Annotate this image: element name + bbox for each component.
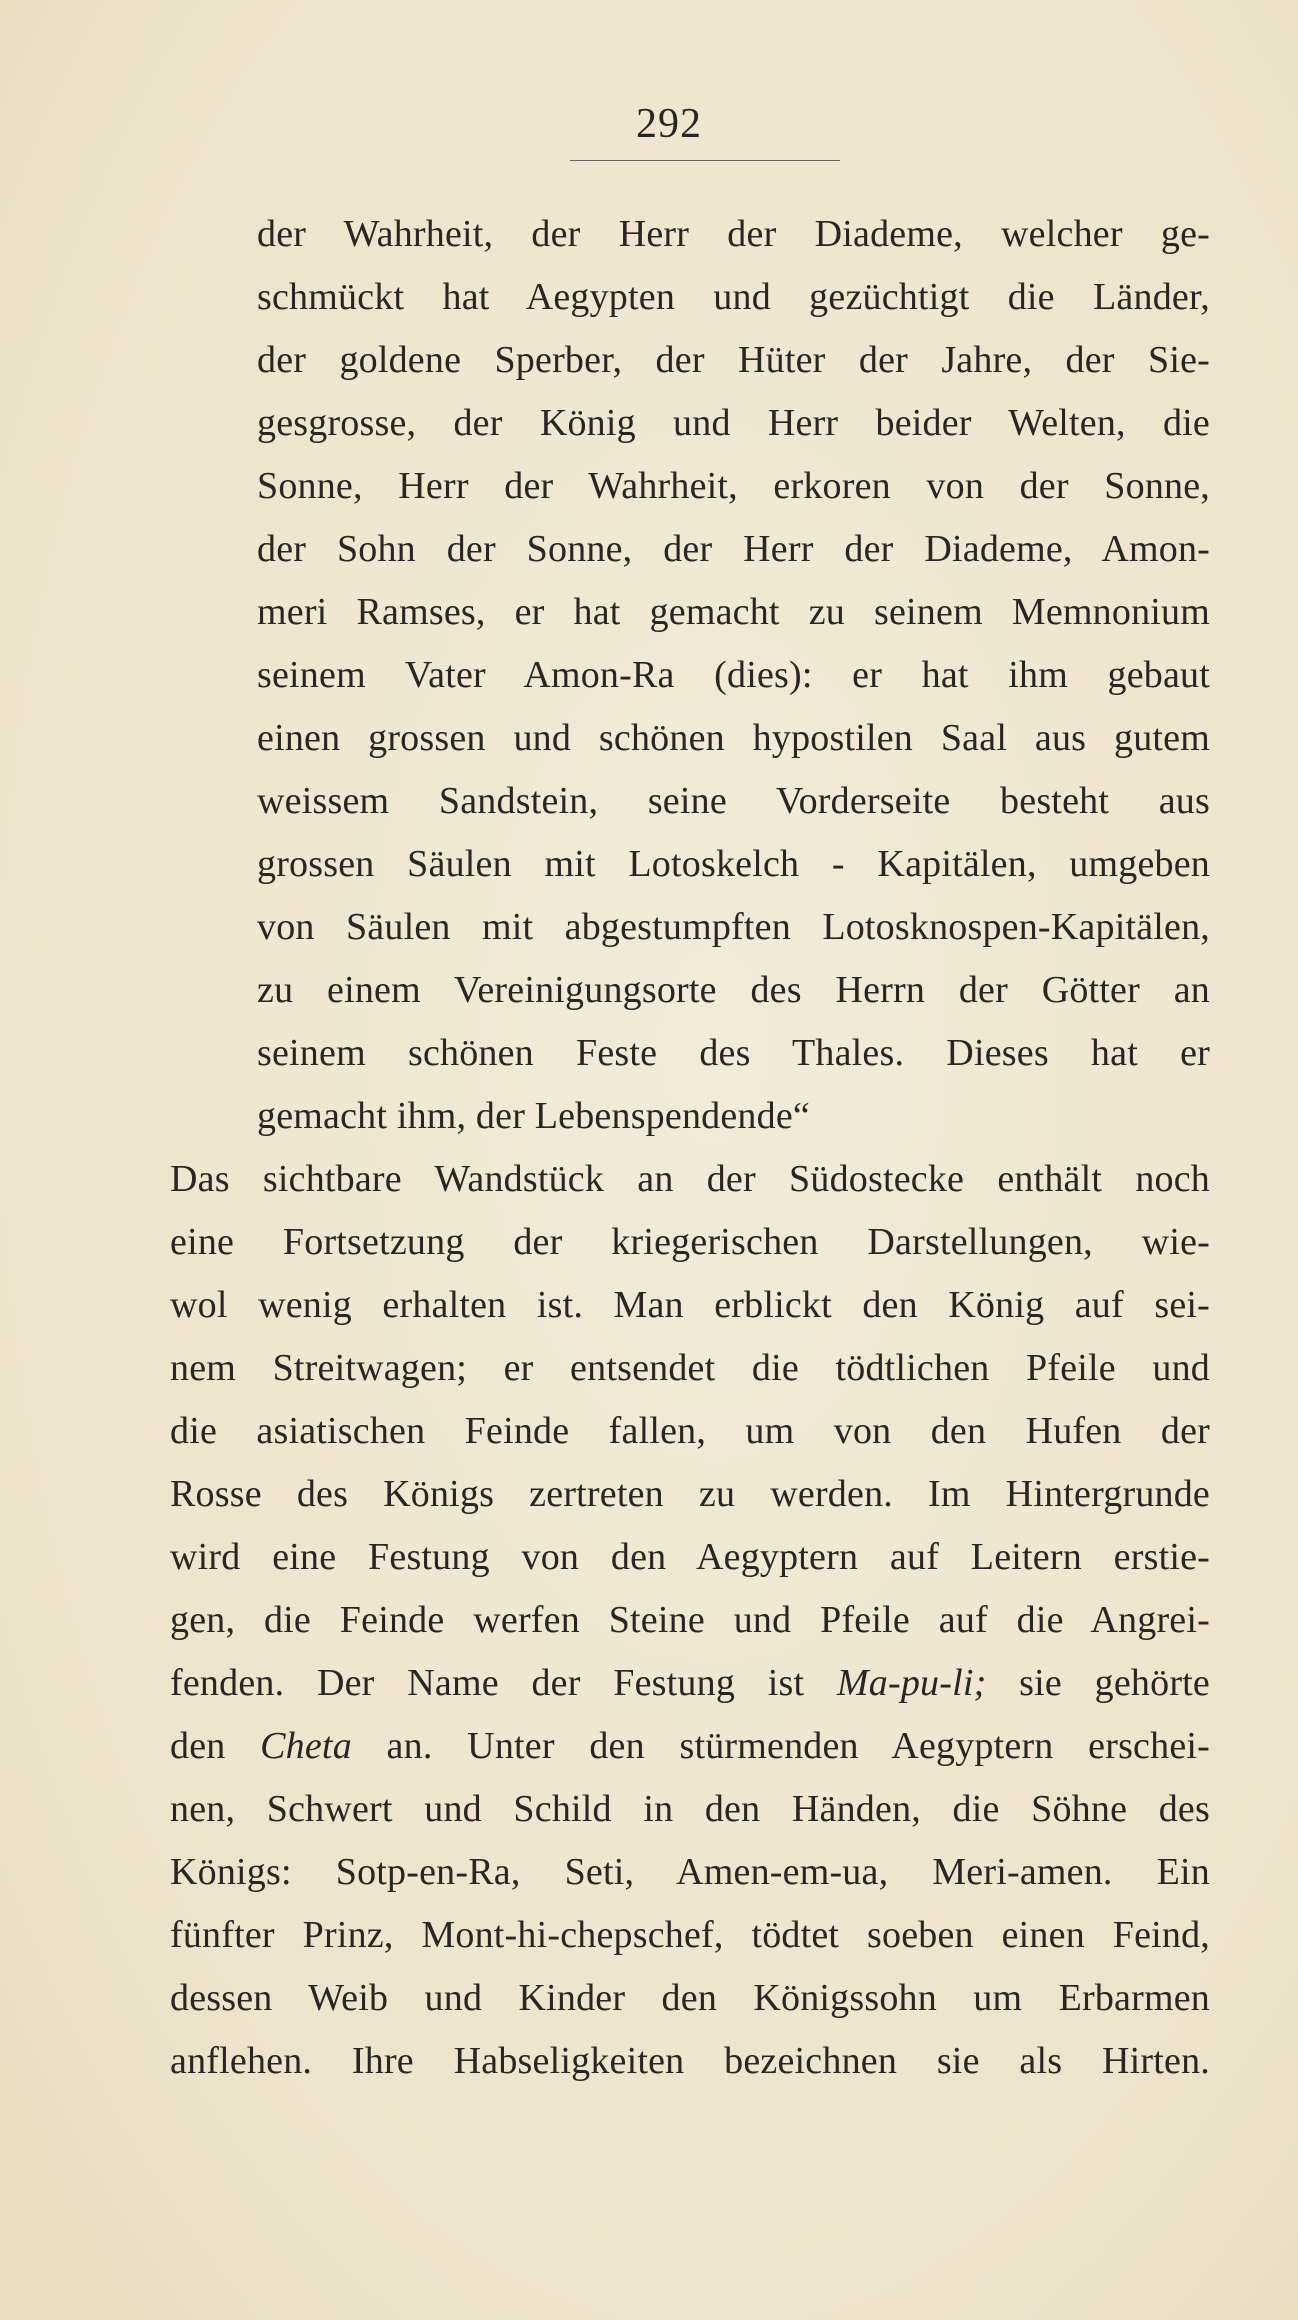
header-rule bbox=[570, 160, 840, 161]
quote-line: grossen Säulen mit Lotoskelch - Kapitälen, umgeben bbox=[257, 843, 1210, 885]
body-line: Rosse des Königs zertreten zu werden. Im Hintergrunde bbox=[170, 1473, 1210, 1515]
body-line: nen, Schwert und Schild in den Händen, die Söhne des bbox=[170, 1788, 1210, 1830]
body-line: wird eine Festung von den Aegyptern auf Leitern erstie- bbox=[170, 1536, 1210, 1578]
quote-line: von Säulen mit abgestumpften Lotosknospen-Kapitälen, bbox=[257, 906, 1210, 948]
text-run: an. Unter den stürmenden Aegyptern erschei- bbox=[351, 1725, 1210, 1767]
people-name: Cheta bbox=[260, 1725, 352, 1767]
quote-line: der Sohn der Sonne, der Herr der Diademe, Amon- bbox=[257, 528, 1210, 570]
body-line: Das sichtbare Wandstück an der Südostecke enthält noch bbox=[170, 1158, 1210, 1200]
quote-line: seinem schönen Feste des Thales. Dieses hat er bbox=[257, 1032, 1210, 1074]
body-line: Königs: Sotp-en-Ra, Seti, Amen-em-ua, Meri-amen. Ein bbox=[170, 1851, 1210, 1893]
text-run: fenden. Der Name der Festung ist bbox=[170, 1662, 837, 1704]
quote-line: seinem Vater Amon-Ra (dies): er hat ihm gebaut bbox=[257, 654, 1210, 696]
quote-line: meri Ramses, er hat gemacht zu seinem Memnonium bbox=[257, 591, 1210, 633]
body-line: anflehen. Ihre Habseligkeiten bezeichnen sie als Hirten. bbox=[170, 2040, 1210, 2082]
text-run: den bbox=[170, 1725, 261, 1767]
quote-line: zu einem Vereinigungsorte des Herrn der Götter an bbox=[257, 969, 1210, 1011]
quote-line: gesgrosse, der König und Herr beider Welten, die bbox=[257, 402, 1210, 444]
text-run: sie gehörte bbox=[986, 1662, 1210, 1704]
body-line: fünfter Prinz, Mont-hi-chepschef, tödtet soeben einen Feind, bbox=[170, 1914, 1210, 1956]
quote-line: der goldene Sperber, der Hüter der Jahre, der Sie- bbox=[257, 339, 1210, 381]
quote-line: Sonne, Herr der Wahrheit, erkoren von der Sonne, bbox=[257, 465, 1210, 507]
body-line: nem Streitwagen; er entsendet die tödtlichen Pfeile und bbox=[170, 1347, 1210, 1389]
body-line: dessen Weib und Kinder den Königssohn um Erbarmen bbox=[170, 1977, 1210, 2019]
quote-line: weissem Sandstein, seine Vorderseite besteht aus bbox=[257, 780, 1210, 822]
quote-line: gemacht ihm, der Lebenspendende“ bbox=[257, 1095, 810, 1137]
quote-line: einen grossen und schönen hypostilen Saal aus gutem bbox=[257, 717, 1210, 759]
quote-line: schmückt hat Aegypten und gezüchtigt die Länder, bbox=[257, 276, 1210, 318]
body-line bbox=[170, 1664, 1210, 1702]
body-line: wol wenig erhalten ist. Man erblickt den König auf sei- bbox=[170, 1284, 1210, 1326]
body-line bbox=[170, 1727, 1210, 1765]
body-line: die asiatischen Feinde fallen, um von den Hufen der bbox=[170, 1410, 1210, 1452]
fortress-name: Ma-pu-li; bbox=[836, 1662, 987, 1704]
body-line: gen, die Feinde werfen Steine und Pfeile auf die Angrei- bbox=[170, 1599, 1210, 1641]
quote-line: der Wahrheit, der Herr der Diademe, welcher ge- bbox=[257, 213, 1210, 255]
page-number: 292 bbox=[636, 101, 702, 147]
body-line: eine Fortsetzung der kriegerischen Darstellungen, wie- bbox=[170, 1221, 1210, 1263]
